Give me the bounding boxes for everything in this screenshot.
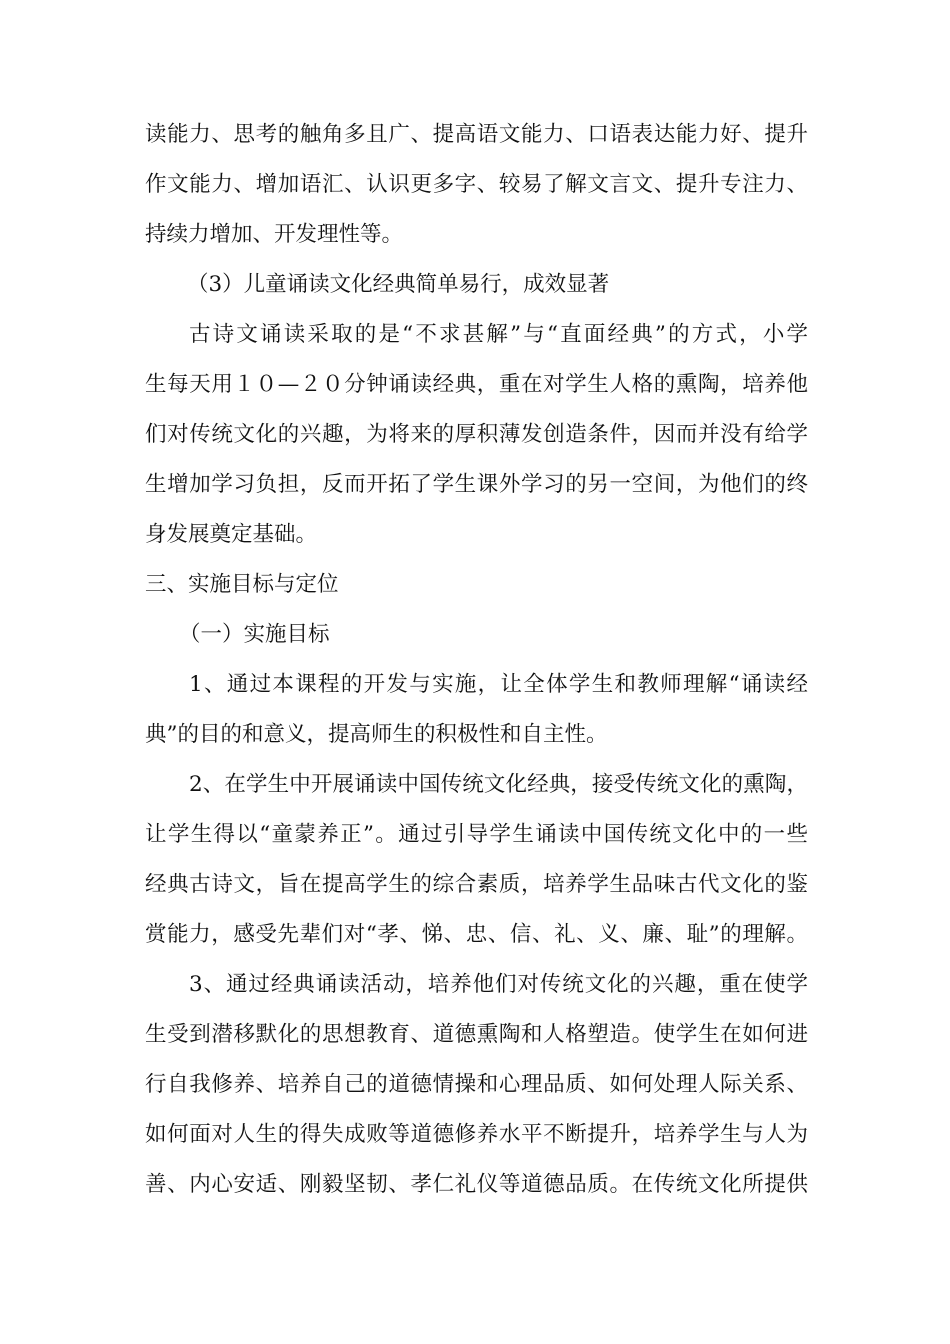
line-text: 作文能力、增加语汇、认识更多字、较易了解文言文、提升专注力、	[145, 172, 808, 197]
paragraph-line	[0, 211, 950, 259]
paragraph-line	[0, 861, 950, 909]
line-text: 读能力、思考的触角多且广、提高语文能力、口语表达能力好、提升	[145, 122, 808, 147]
paragraph-line	[0, 761, 950, 809]
subheading-text: （一）实施目标	[179, 622, 330, 647]
line-text: 让学生得以“童蒙养正”。通过引导学生诵读中国传统文化中的一些	[145, 822, 808, 847]
paragraph-line	[0, 811, 950, 859]
line-text: 生增加学习负担，反而开拓了学生课外学习的另一空间，为他们的终	[145, 472, 808, 497]
line-text: 如何面对人生的得失成败等道德修养水平不断提升，培养学生与人为	[145, 1122, 808, 1147]
paragraph-line	[0, 1111, 950, 1159]
line-text: 生每天用１０—２０分钟诵读经典，重在对学生人格的熏陶，培养他	[145, 372, 808, 397]
line-text: 经典古诗文，旨在提高学生的综合素质，培养学生品味古代文化的鉴	[145, 872, 808, 897]
paragraph-line	[0, 361, 950, 409]
line-text: 赏能力，感受先辈们对“孝、悌、忠、信、礼、义、廉、耻”的理解。	[145, 922, 808, 947]
line-text: 典”的目的和意义，提高师生的积极性和自主性。	[145, 722, 608, 747]
line-text: 3、通过经典诵读活动，培养他们对传统文化的兴趣，重在使学	[189, 972, 808, 997]
heading-text: 三、实施目标与定位	[145, 572, 339, 597]
section-subheading	[0, 611, 950, 659]
paragraph-line	[0, 1061, 950, 1109]
line-text: 持续力增加、开发理性等。	[145, 222, 404, 247]
paragraph-line	[0, 461, 950, 509]
paragraph-line	[0, 111, 950, 159]
line-text: 身发展奠定基础。	[145, 522, 318, 547]
line-text: 生受到潜移默化的思想教育、道德熏陶和人格塑造。使学生在如何进	[145, 1022, 808, 1047]
paragraph-line	[0, 661, 950, 709]
line-text: 善、内心安适、刚毅坚韧、孝仁礼仪等道德品质。在传统文化所提供	[145, 1172, 808, 1197]
line-text: 1、通过本课程的开发与实施，让全体学生和教师理解“诵读经	[189, 672, 808, 697]
paragraph-line	[0, 511, 950, 559]
section-heading	[0, 561, 950, 609]
paragraph-line	[0, 1161, 950, 1209]
line-text: 2、在学生中开展诵读中国传统文化经典，接受传统文化的熏陶，	[189, 772, 808, 797]
line-text: 古诗文诵读采取的是“不求甚解”与“直面经典”的方式，小学	[189, 322, 808, 347]
line-text: 们对传统文化的兴趣，为将来的厚积薄发创造条件，因而并没有给学	[145, 422, 808, 447]
section-subheading	[0, 261, 950, 309]
paragraph-line	[0, 311, 950, 359]
paragraph-line	[0, 161, 950, 209]
paragraph-line	[0, 1011, 950, 1059]
paragraph-line	[0, 411, 950, 459]
subheading-text: （3）儿童诵读文化经典简单易行，成效显著	[187, 272, 610, 297]
paragraph-line	[0, 711, 950, 759]
paragraph-line	[0, 961, 950, 1009]
paragraph-line	[0, 911, 950, 959]
line-text: 行自我修养、培养自己的道德情操和心理品质、如何处理人际关系、	[145, 1072, 808, 1097]
